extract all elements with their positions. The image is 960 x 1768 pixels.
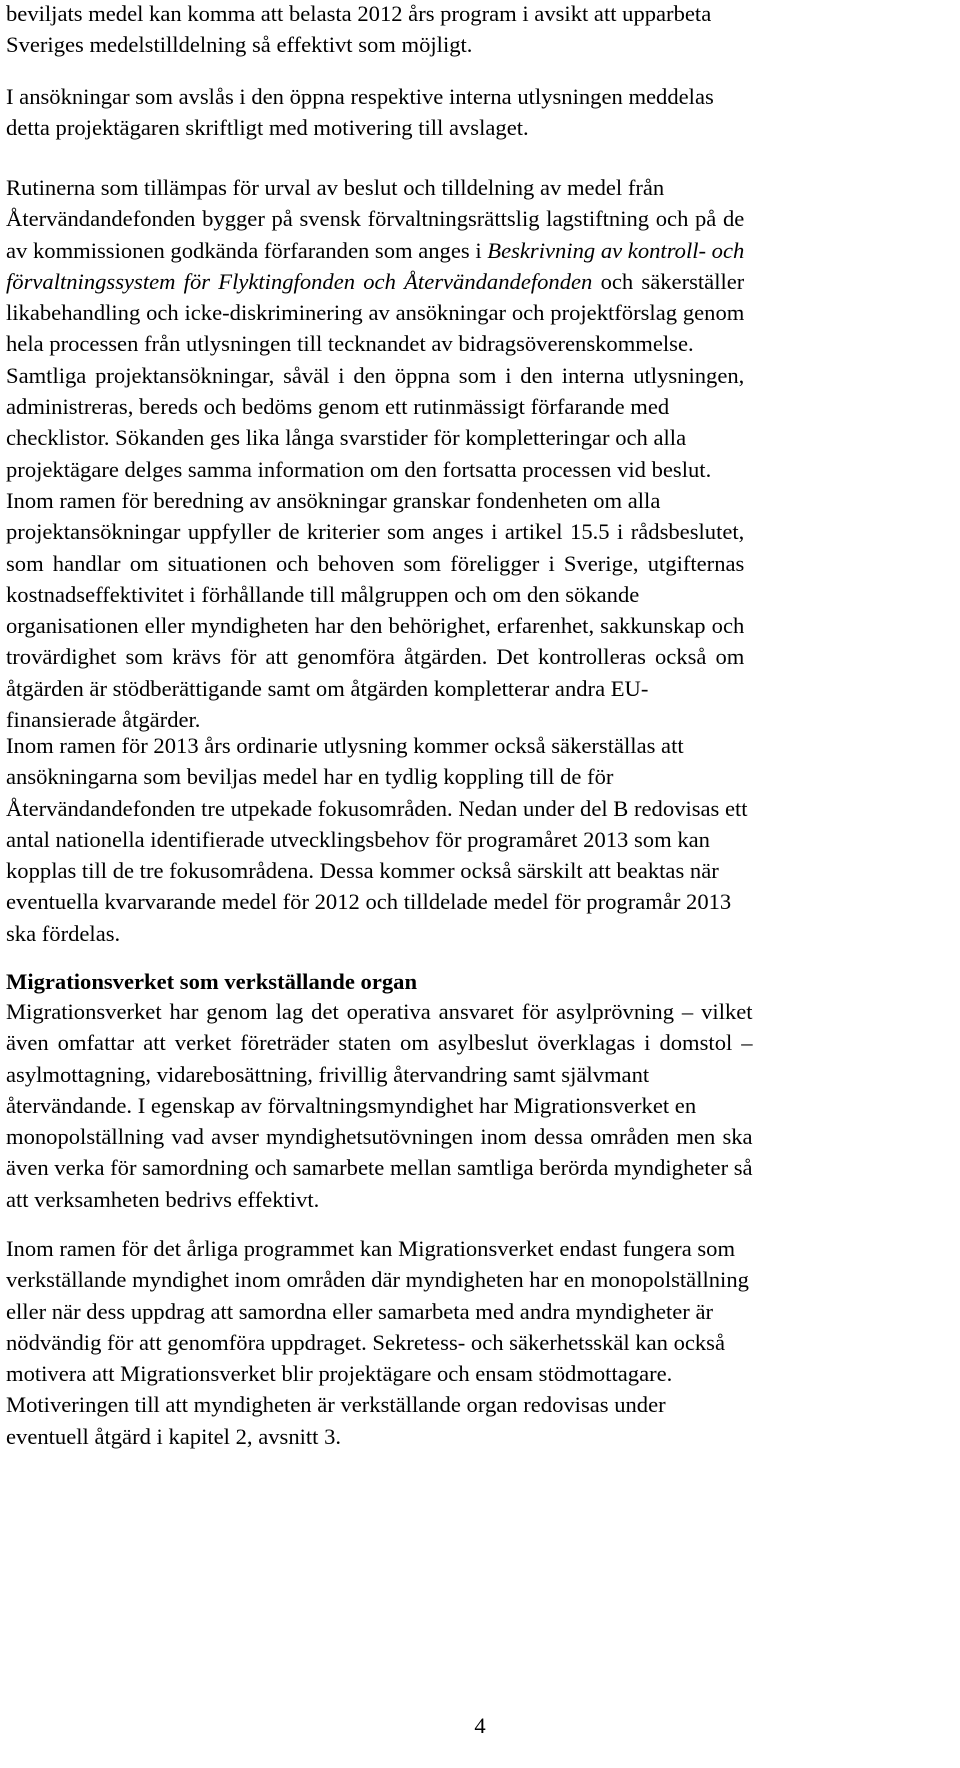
text-line: likabehandling och icke-diskriminering av ansökningar och projektförslag genom — [6, 300, 745, 326]
text-line: åtgärden är stödberättigande samt om åtgärden kompletterar andra EU- — [6, 675, 649, 701]
text-line: Motiveringen till att myndigheten är verkställande organ redovisas under — [6, 1392, 666, 1418]
text-line: projektägare delges samma information om den fortsatta processen vid beslut. — [6, 456, 712, 482]
text-line: även omfattar att verket företräder staten om asylbeslut överklagas i domstol – — [6, 1030, 753, 1056]
paragraph-3 — [6, 172, 744, 735]
text-line: projektansökningar uppfyller de kriterier som anges i artikel 15.5 i rådsbeslutet, — [6, 519, 745, 545]
text-line: verkställande myndighet inom områden där myndigheten har en monopolställning — [6, 1267, 749, 1293]
text-line: även verka för samordning och samarbete mellan samtliga berörda myndigheter så — [6, 1155, 753, 1181]
text-line: asylmottagning, vidarebosättning, frivillig återvandring samt självmant — [6, 1061, 650, 1087]
text-line: organisationen eller myndigheten har den behörighet, erfarenhet, sakkunskap och — [6, 613, 745, 639]
paragraph-4 — [6, 730, 748, 949]
text-line: återvändande. I egenskap av förvaltningsmyndighet har Migrationsverket en — [6, 1092, 697, 1118]
text-line: Rutinerna som tillämpas för urval av beslut och tilldelning av medel från — [6, 175, 665, 200]
text-line: ska fördelas. — [6, 920, 121, 946]
text-line: som handlar om situationen och behoven som föreligger i Sverige, utgifternas — [6, 550, 745, 576]
section-heading: Migrationsverket som verkställande organ — [6, 969, 418, 994]
text-segment: och säkerställer — [600, 268, 745, 294]
text-line: eventuell åtgärd i kapitel 2, avsnitt 3. — [6, 1423, 342, 1449]
text-line: Inom ramen för 2013 års ordinarie utlysning kommer också säkerställas att — [6, 733, 684, 758]
text-line: Återvändandefonden bygger på svensk förvaltningsrättslig lagstiftning och på de — [6, 206, 745, 232]
text-line: trovärdighet som krävs för att genomföra åtgärden. Det kontrolleras också om — [6, 644, 745, 670]
text-line: Inom ramen för beredning av ansökningar granskar fondenheten om alla — [6, 487, 661, 513]
paragraph-1 — [6, 0, 711, 61]
paragraph-2 — [6, 81, 714, 144]
text-line: beviljats medel kan komma att belasta 2012 års program i avsikt att upparbeta — [6, 1, 712, 26]
italic-title-segment: Beskrivning av kontroll- och — [487, 237, 745, 263]
text-line: detta projektägaren skriftligt med motivering till avslaget. — [6, 115, 529, 141]
page-number: 4 — [474, 1713, 486, 1738]
text-line: kostnadseffektivitet i förhållande till målgruppen och om den sökande — [6, 581, 640, 607]
text-line: nödvändig för att genomföra uppdraget. Sekretess- och säkerhetsskäl kan också — [6, 1329, 726, 1355]
text-line: Inom ramen för det årliga programmet kan Migrationsverket endast fungera som — [6, 1236, 736, 1261]
text-line-with-italic — [6, 266, 744, 297]
text-line: I ansökningar som avslås i den öppna respektive interna utlysningen meddelas — [6, 84, 714, 109]
text-segment: av kommissionen godkända förfaranden som anges i — [6, 237, 482, 263]
paragraph-6 — [6, 1233, 749, 1452]
text-line: Sveriges medelstilldelning så effektivt som möjligt. — [6, 32, 473, 58]
text-line: Samtliga projektansökningar, såväl i den öppna som i den interna utlysningen, — [6, 362, 745, 388]
text-line: Migrationsverket har genom lag det operativa ansvaret för asylprövning – vilket — [6, 999, 753, 1024]
text-line: finansierade åtgärder. — [6, 707, 201, 733]
text-line: motivera att Migrationsverket blir projektägare och ensam stödmottagare. — [6, 1361, 673, 1387]
text-line: administreras, bereds och bedöms genom ett rutinmässigt förfarande med — [6, 394, 670, 420]
text-line: antal nationella identifierade utvecklingsbehov för programåret 2013 som kan — [6, 826, 710, 852]
text-line: att verksamheten bedrivs effektivt. — [6, 1186, 320, 1212]
text-line: hela processen från utlysningen till tecknandet av bidragsöverenskommelse. — [6, 331, 694, 357]
text-line: ansökningarna som beviljas medel har en tydlig koppling till de för — [6, 764, 614, 790]
paragraph-5 — [6, 996, 753, 1215]
text-line-with-italic — [6, 235, 744, 266]
text-line: eventuella kvarvarande medel för 2012 och tilldelade medel för programår 2013 — [6, 889, 732, 915]
italic-title-segment: förvaltningssystem för Flyktingfonden och Återvändandefonden — [6, 268, 593, 294]
text-line: Återvändandefonden tre utpekade fokusområden. Nedan under del B redovisas ett — [6, 795, 748, 821]
text-line: kopplas till de tre fokusområdena. Dessa kommer också särskilt att beaktas när — [6, 858, 719, 884]
text-line: monopolställning vad avser myndighetsutövningen inom dessa områden men ska — [6, 1124, 753, 1150]
text-line: eller när dess uppdrag att samordna eller samarbeta med andra myndigheter är — [6, 1298, 714, 1324]
text-line: checklistor. Sökanden ges lika långa svarstider för kompletteringar och alla — [6, 425, 687, 451]
